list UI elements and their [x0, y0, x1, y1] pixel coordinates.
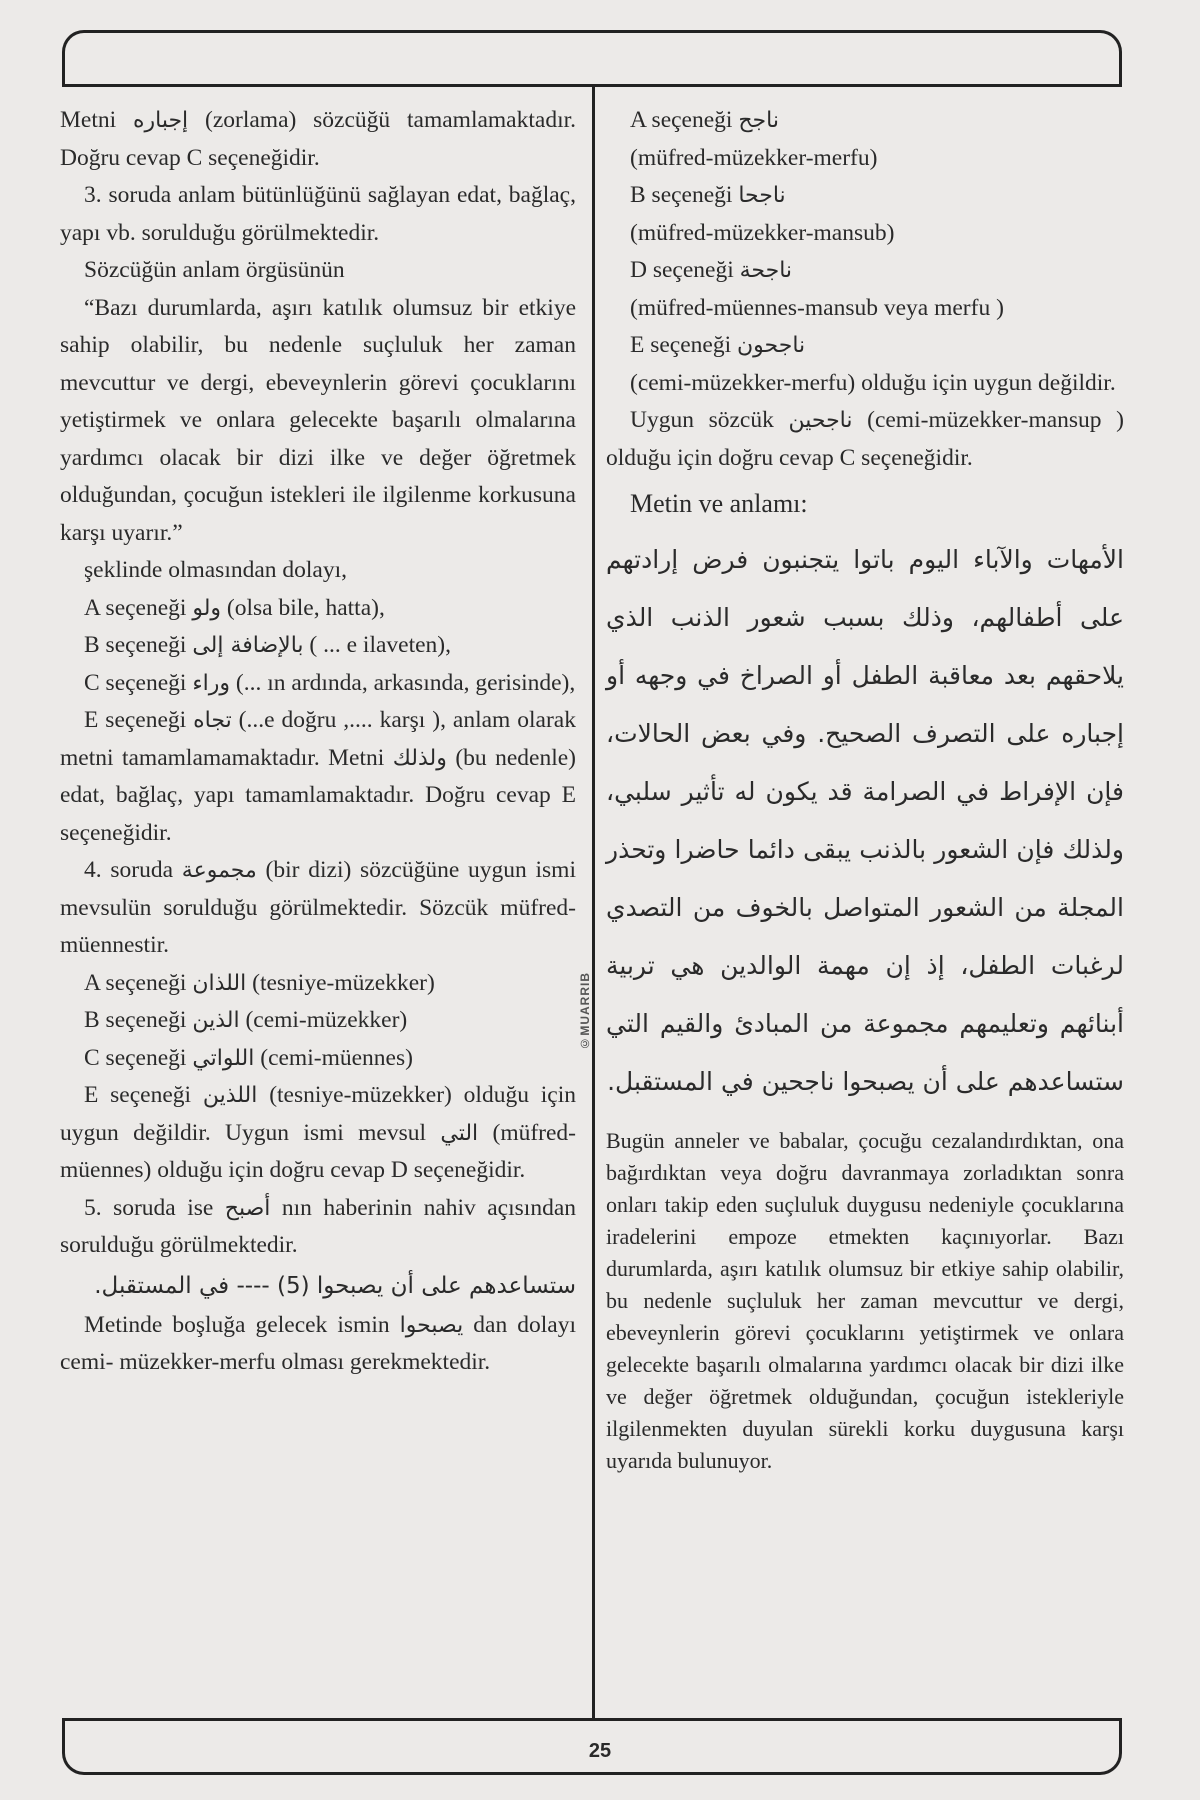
column-divider [592, 86, 595, 1720]
translation-block [606, 1125, 1124, 1477]
grammar-note: (müfred-müzekker-mansub) [630, 219, 895, 246]
translation-text: Bugün anneler ve babalar, çocuğu cezalandırdıktan, ona bağırdıktan veya doğru davranmaya zorladıktan sonra onları takip eden suçluluk duygusu nedeniyle çocuklarına iradelerini empoze etmekten kaçınıyorlar. Bazı durumlarda, aşırı katılık olumsuz bir etkiye sahip olabilir, bu nedenle suçluluk her zaman mevcuttur ve dergi, ebeveynlerin görevi çocuklarını yetiştirmek ve onlara gelecekte başarılı olmalarına yardımcı olacak bir dizi ilke ve değer öğretmek olduğundan, çocuğun istekleriyle ilgilenmekten duyulan sürekli korku duygusuna karşı uyarıda bulunuyor. [606, 1128, 1124, 1473]
arabic-sentence: ستساعدهم على أن يصبحوا (5) ---- في المستقبل. [94, 1272, 576, 1299]
option-line: B seçeneği ناجحا [630, 182, 786, 208]
section-heading: Metin ve anlamı: [630, 489, 808, 518]
paragraph: 5. soruda ise أصبح nın haberinin nahiv açısından sorulduğu görülmektedir. [60, 1194, 576, 1258]
watermark: ©MUARRIB [578, 972, 592, 1051]
quote-paragraph: “Bazı durumlarda, aşırı katılık olumsuz bir etkiye sahip olabilir, bu nedenle suçluluk her zaman mevcuttur ve dergi, ebeveynlerin görevi çocuklarını yetiştirmek ve onlara gelecekte başarılı olmalarına yardımcı olacak bir dizi ilke ve değer öğretmek olduğundan, çocuğun istekleri ile ilgilenme korkusuna karşı uyarır.” [60, 294, 576, 546]
grammar-note: (müfred-müzekker-merfu) [630, 144, 878, 171]
paragraph: Metinde boşluğa gelecek ismin يصبحوا dan dolayı cemi- müzekker-merfu olması gerekmektedir. [60, 1311, 577, 1375]
paragraph: 4. soruda مجموعة (bir dizi) sözcüğüne uygun ismi mevsulün sorulduğu görülmektedir. Sözcük müfred-müennestir. [60, 857, 576, 958]
option-line: A seçeneği ولو (olsa bile, hatta), [84, 594, 385, 621]
option-line: A seçeneği اللذان (tesniye-müzekker) [84, 969, 435, 996]
right-column [606, 102, 1124, 1477]
option-line: D seçeneği ناجحة [630, 257, 793, 283]
option-line: E seçeneği ناجحون [630, 332, 806, 358]
paragraph: Uygun sözcük ناجحين (cemi-müzekker-mansup ) olduğu için doğru cevap C seçeneğidir. [606, 407, 1124, 471]
option-line: B seçeneği الذين (cemi-müzekker) [84, 1007, 408, 1033]
page-number: 25 [588, 1740, 612, 1762]
option-line: B seçeneği بالإضافة إلى ( ... e ilaveten), [84, 632, 452, 658]
header-frame [62, 30, 1122, 87]
paragraph: 3. soruda anlam bütünlüğünü sağlayan edat, bağlaç, yapı vb. sorulduğu görülmektedir. [60, 182, 576, 246]
paragraph: şeklinde olmasından dolayı, [84, 557, 348, 583]
option-line: E seçeneği تجاه (...e doğru ,.... karşı ), anlam olarak metni tamamlamamaktadır. Metni ولذلك (bu nedenle) edat, bağlaç, yapı tamamlamaktadır. Doğru cevap E seçeneğidir. [60, 707, 576, 846]
option-line: C seçeneği اللواتي (cemi-müennes) [84, 1044, 413, 1071]
grammar-note: (cemi-müzekker-merfu) olduğu için uygun değildir. [630, 369, 1116, 396]
option-line: E seçeneği اللذين (tesniye-müzekker) olduğu için uygun değildir. Uygun ismi mevsul التي (müfred-müennes) olduğu için doğru cevap D seçeneğidir. [60, 1082, 577, 1183]
grammar-note: (müfred-müennes-mansub veya merfu ) [630, 294, 1004, 321]
paragraph: Sözcüğün anlam örgüsünün [84, 257, 345, 283]
arabic-text: الأمهات والآباء اليوم باتوا يتجنبون فرض إرادتهم على أطفالهم، وذلك بسبب شعور الذنب الذي يلاحقهم بعد معاقبة الطفل أو الصراخ في وجهه أو إجباره على التصرف الصحيح. وفي بعض الحالات، فإن الإفراط في الصرامة قد يكون له تأثير سلبي، ولذلك فإن الشعور بالذنب يبقى دائما حاضرا وتحذر المجلة من الشعور المتواصل بالخوف من التصدي لرغبات الطفل، إذ إن مهمة الوالدين هي تربية أبنائهم وتعليمهم مجموعة من المبادئ والقيم التي ستساعدهم على أن يصبحوا ناجحين في المستقبل. [606, 545, 1124, 1096]
option-line: A seçeneği ناجح [630, 107, 779, 133]
paragraph: Metni إجباره (zorlama) sözcüğü tamamlamaktadır. Doğru cevap C seçeneğidir. [60, 107, 577, 171]
option-line: C seçeneği وراء (... ın ardında, arkasında, gerisinde), [84, 669, 576, 696]
left-column [60, 102, 576, 1382]
